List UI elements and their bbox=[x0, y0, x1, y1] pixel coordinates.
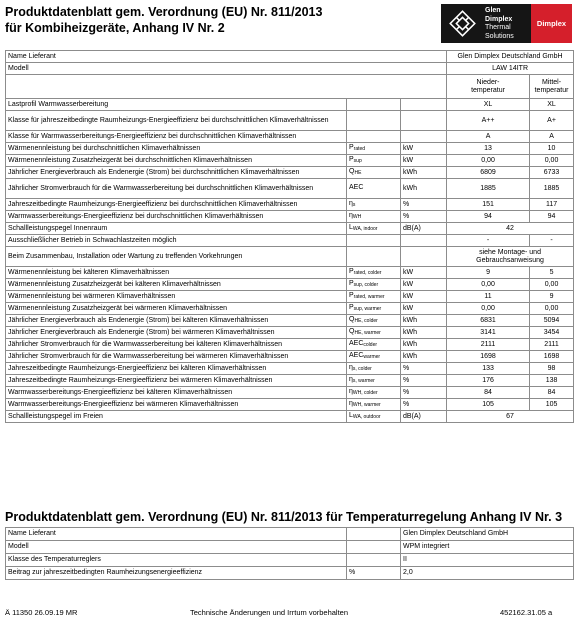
row-value-low-temp: 176 bbox=[447, 375, 530, 387]
row-symbol bbox=[347, 167, 401, 179]
row-unit: kWh bbox=[401, 339, 447, 351]
row-value-low-temp: 0,00 bbox=[447, 303, 530, 315]
logo-line-4: Solutions bbox=[485, 32, 514, 40]
row-label: Klasse für jahreszeitbedingte Raumheizungs-Energieeffizienz bei durchschnittlichen Klimaverhältnissen bbox=[6, 111, 347, 131]
symbol-subscript: s bbox=[352, 202, 356, 208]
row-symbol bbox=[347, 143, 401, 155]
table-row bbox=[6, 528, 574, 541]
row-value-mid-temp: 117 bbox=[530, 199, 574, 211]
row-unit: % bbox=[347, 567, 401, 580]
symbol-main: Q bbox=[349, 168, 355, 175]
table-row bbox=[6, 267, 574, 279]
header-line-1: Nieder- bbox=[476, 78, 500, 86]
row-label: Modell bbox=[6, 541, 347, 554]
row-label: Name Lieferant bbox=[6, 528, 347, 541]
row-unit: % bbox=[401, 363, 447, 375]
row-unit bbox=[347, 554, 401, 567]
symbol-subscript: sup, warmer bbox=[353, 306, 382, 312]
row-value: 2,0 bbox=[401, 567, 574, 580]
sheet-title-line-1: Produktdatenblatt gem. Verordnung (EU) Nr. 811/2013 bbox=[5, 5, 323, 19]
header-mid-temperature bbox=[530, 75, 574, 99]
row-value-mid-temp: 2111 bbox=[530, 339, 574, 351]
footer-document-number: 452162.31.05 a bbox=[500, 608, 553, 617]
symbol-main: η bbox=[349, 400, 353, 407]
symbol-subscript: WA, outdoor bbox=[352, 414, 381, 420]
symbol-subscript: warmer bbox=[363, 354, 381, 360]
table-row bbox=[6, 411, 574, 423]
table-row bbox=[6, 291, 574, 303]
table-row bbox=[6, 247, 574, 267]
symbol-main: Q bbox=[349, 316, 355, 323]
table-row bbox=[6, 143, 574, 155]
row-unit bbox=[401, 111, 447, 131]
row-value-mid-temp: 0,00 bbox=[530, 279, 574, 291]
row-value-low-temp: 3141 bbox=[447, 327, 530, 339]
row-value-low-temp: 0,00 bbox=[447, 279, 530, 291]
row-value-low-temp: 151 bbox=[447, 199, 530, 211]
row-symbol bbox=[347, 327, 401, 339]
row-symbol bbox=[347, 179, 401, 199]
row-symbol bbox=[347, 399, 401, 411]
symbol-subscript: HE, warmer bbox=[354, 330, 381, 336]
model-label: Modell bbox=[6, 63, 447, 75]
row-value-low-temp: 1698 bbox=[447, 351, 530, 363]
glen-dimplex-logo bbox=[441, 4, 572, 43]
row-value-mid-temp: 1885 bbox=[530, 179, 574, 199]
table-row bbox=[6, 567, 574, 580]
row-label: Ausschließlicher Betrieb in Schwachlastzeiten möglich bbox=[6, 235, 347, 247]
row-unit: % bbox=[401, 399, 447, 411]
row-symbol bbox=[347, 99, 401, 111]
table-row bbox=[6, 111, 574, 131]
sheet-title-temperature-control: Produktdatenblatt gem. Verordnung (EU) Nr. 811/2013 für Temperaturregelung Anhang IV Nr. 3 bbox=[5, 510, 563, 524]
row-value: siehe Montage- und Gebrauchsanweisung bbox=[447, 247, 574, 267]
row-unit bbox=[401, 247, 447, 267]
row-value-low-temp: - bbox=[447, 235, 530, 247]
symbol-subscript: WH, colder bbox=[352, 390, 378, 396]
row-unit: kWh bbox=[401, 179, 447, 199]
row-unit: dB(A) bbox=[401, 223, 447, 235]
symbol-subscript: rated, warmer bbox=[353, 294, 385, 300]
row-label: Wärmenennleistung Zusatzheizgerät bei wärmeren Klimaverhältnissen bbox=[6, 303, 347, 315]
header-line-2: temperatur bbox=[534, 86, 569, 94]
row-symbol bbox=[347, 155, 401, 167]
table-row bbox=[6, 155, 574, 167]
model-value: LAW 14ITR bbox=[447, 63, 574, 75]
symbol-subscript: sup bbox=[353, 158, 362, 164]
row-label: Wärmenennleistung bei kälteren Klimaverhältnissen bbox=[6, 267, 347, 279]
symbol-main: L bbox=[349, 224, 353, 231]
symbol-main: P bbox=[349, 156, 354, 163]
row-value-low-temp: 2111 bbox=[447, 339, 530, 351]
row-value-mid-temp: 6733 bbox=[530, 167, 574, 179]
symbol-subscript: HE, colder bbox=[354, 318, 378, 324]
row-value-low-temp: 11 bbox=[447, 291, 530, 303]
row-unit bbox=[401, 235, 447, 247]
row-value-mid-temp: 84 bbox=[530, 387, 574, 399]
table-row bbox=[6, 167, 574, 179]
row-value: II bbox=[401, 554, 574, 567]
row-unit: kW bbox=[401, 303, 447, 315]
table-row bbox=[6, 315, 574, 327]
symbol-subscript: s, warmer bbox=[352, 378, 375, 384]
header-low-temperature bbox=[447, 75, 530, 99]
row-label: Wärmenennleistung bei wärmeren Klimaverhältnissen bbox=[6, 291, 347, 303]
logo-line-1: Glen bbox=[485, 7, 501, 14]
symbol-main: P bbox=[349, 280, 354, 287]
temperature-control-table bbox=[5, 527, 574, 580]
row-value-mid-temp: 5094 bbox=[530, 315, 574, 327]
row-unit: kW bbox=[401, 143, 447, 155]
row-label: Jahreszeitbedingte Raumheizungs-Energieeffizienz bei kälteren Klimaverhältnissen bbox=[6, 363, 347, 375]
table-row bbox=[6, 199, 574, 211]
table-row-model bbox=[6, 63, 574, 75]
row-label: Beitrag zur jahreszeitbedingten Raumheizungsenergieeffizienz bbox=[6, 567, 347, 580]
row-unit: % bbox=[401, 387, 447, 399]
row-symbol bbox=[347, 111, 401, 131]
table-row bbox=[6, 399, 574, 411]
row-value: Glen Dimplex Deutschland GmbH bbox=[401, 528, 574, 541]
row-value-mid-temp: 94 bbox=[530, 211, 574, 223]
row-symbol bbox=[347, 199, 401, 211]
row-unit bbox=[347, 528, 401, 541]
row-label: Jährlicher Energieverbrauch als Endenergie (Strom) bei kälteren Klimaverhältnissen bbox=[6, 315, 347, 327]
table-row bbox=[6, 351, 574, 363]
table-row bbox=[6, 179, 574, 199]
row-symbol bbox=[347, 351, 401, 363]
supplier-label: Name Lieferant bbox=[6, 51, 447, 63]
symbol-main: AEC bbox=[349, 340, 364, 347]
combi-heater-data-table bbox=[5, 50, 574, 423]
row-value-mid-temp: A+ bbox=[530, 111, 574, 131]
symbol-main: P bbox=[349, 144, 354, 151]
row-symbol bbox=[347, 339, 401, 351]
table-row bbox=[6, 223, 574, 235]
sheet-title-line-2: für Kombiheizgeräte, Anhang IV Nr. 2 bbox=[5, 21, 225, 35]
row-label: Beim Zusammenbau, Installation oder Wartung zu treffenden Vorkehrungen bbox=[6, 247, 347, 267]
row-unit: kWh bbox=[401, 315, 447, 327]
symbol-main: Q bbox=[349, 328, 355, 335]
row-symbol bbox=[347, 411, 401, 423]
row-value-mid-temp: A bbox=[530, 131, 574, 143]
row-unit: kW bbox=[401, 267, 447, 279]
row-value-low-temp: A++ bbox=[447, 111, 530, 131]
row-value-mid-temp: - bbox=[530, 235, 574, 247]
symbol-main: L bbox=[349, 412, 353, 419]
row-value: WPM integriert bbox=[401, 541, 574, 554]
table-row bbox=[6, 131, 574, 143]
row-value-low-temp: 1885 bbox=[447, 179, 530, 199]
symbol-subscript: WH, warmer bbox=[352, 402, 381, 408]
row-label: Wärmenennleistung Zusatzheizgerät bei kälteren Klimaverhältnissen bbox=[6, 279, 347, 291]
row-unit: kW bbox=[401, 279, 447, 291]
symbol-main: P bbox=[349, 304, 354, 311]
supplier-value: Glen Dimplex Deutschland GmbH bbox=[447, 51, 574, 63]
row-label: Lastprofil Warmwasserbereitung bbox=[6, 99, 347, 111]
symbol-main: P bbox=[349, 292, 354, 299]
table-row-supplier bbox=[6, 51, 574, 63]
row-value-low-temp: 13 bbox=[447, 143, 530, 155]
symbol-main: η bbox=[349, 376, 353, 383]
row-symbol bbox=[347, 267, 401, 279]
table-row bbox=[6, 375, 574, 387]
row-value-mid-temp: 10 bbox=[530, 143, 574, 155]
table-row bbox=[6, 99, 574, 111]
table-row bbox=[6, 327, 574, 339]
row-label: Warmwasserbereitungs-Energieeffizienz bei durchschnittlichen Klimaverhältnissen bbox=[6, 211, 347, 223]
symbol-main: η bbox=[349, 200, 353, 207]
row-value-mid-temp: XL bbox=[530, 99, 574, 111]
row-label: Jahreszeitbedingte Raumheizungs-Energieeffizienz bei durchschnittlichen Klimaverhältnissen bbox=[6, 199, 347, 211]
row-symbol bbox=[347, 303, 401, 315]
row-value-low-temp: 0,00 bbox=[447, 155, 530, 167]
row-label: Schallleistungspegel Innenraum bbox=[6, 223, 347, 235]
row-value-low-temp: 6831 bbox=[447, 315, 530, 327]
symbol-main: P bbox=[349, 268, 354, 275]
table-row bbox=[6, 211, 574, 223]
row-label: Jährlicher Energieverbrauch als Endenergie (Strom) bei durchschnittlichen Klimaverhältnissen bbox=[6, 167, 347, 179]
table-row bbox=[6, 303, 574, 315]
row-value-low-temp: 84 bbox=[447, 387, 530, 399]
symbol-subscript: sup, colder bbox=[353, 282, 379, 288]
row-value-mid-temp: 9 bbox=[530, 291, 574, 303]
header-line-1: Mittel- bbox=[542, 78, 562, 86]
symbol-main: η bbox=[349, 364, 353, 371]
row-value-low-temp: 105 bbox=[447, 399, 530, 411]
row-symbol bbox=[347, 375, 401, 387]
row-value-low-temp: 94 bbox=[447, 211, 530, 223]
row-unit: kWh bbox=[401, 167, 447, 179]
symbol-subscript: WA, indoor bbox=[352, 226, 378, 232]
row-label: Jährlicher Energieverbrauch als Endenergie (Strom) bei wärmeren Klimaverhältnissen bbox=[6, 327, 347, 339]
dimplex-brand-box: Dimplex bbox=[531, 4, 572, 43]
row-unit bbox=[347, 541, 401, 554]
logo-line-2: Dimplex bbox=[485, 15, 513, 23]
logo-line-3: Thermal bbox=[485, 24, 511, 31]
table-header-row bbox=[6, 75, 574, 99]
row-unit: % bbox=[401, 199, 447, 211]
symbol-main: η bbox=[349, 388, 353, 395]
row-symbol bbox=[347, 211, 401, 223]
row-symbol bbox=[347, 131, 401, 143]
symbol-main: AEC bbox=[349, 352, 364, 359]
row-unit bbox=[401, 99, 447, 111]
row-unit: kW bbox=[401, 155, 447, 167]
symbol-subscript: WH bbox=[352, 214, 362, 220]
symbol-main: η bbox=[349, 212, 353, 219]
row-label: Klasse für Warmwasserbereitungs-Energieeffizienz bei durchschnittlichen Klimaverhältnissen bbox=[6, 131, 347, 143]
row-label: Jährlicher Stromverbrauch für die Warmwasserbereitung bei kälteren Klimaverhältnissen bbox=[6, 339, 347, 351]
row-unit: % bbox=[401, 211, 447, 223]
row-label: Jährlicher Stromverbrauch für die Warmwasserbereitung bei wärmeren Klimaverhältnissen bbox=[6, 351, 347, 363]
row-value-mid-temp: 5 bbox=[530, 267, 574, 279]
table-row bbox=[6, 541, 574, 554]
symbol-subscript: s, colder bbox=[352, 366, 372, 372]
row-symbol bbox=[347, 223, 401, 235]
symbol-subscript: rated bbox=[353, 146, 366, 152]
symbol-subscript: rated, colder bbox=[353, 270, 382, 276]
row-symbol bbox=[347, 387, 401, 399]
row-label: Jahreszeitbedingte Raumheizungs-Energieeffizienz bei wärmeren Klimaverhältnissen bbox=[6, 375, 347, 387]
row-label: Wärmenennleistung bei durchschnittlichen Klimaverhältnissen bbox=[6, 143, 347, 155]
row-value: 67 bbox=[447, 411, 574, 423]
row-symbol bbox=[347, 247, 401, 267]
table-row bbox=[6, 235, 574, 247]
row-symbol bbox=[347, 279, 401, 291]
row-value-mid-temp: 3454 bbox=[530, 327, 574, 339]
table-row bbox=[6, 387, 574, 399]
row-value-low-temp: 9 bbox=[447, 267, 530, 279]
symbol-subscript: colder bbox=[363, 342, 378, 348]
row-unit: kWh bbox=[401, 351, 447, 363]
table-row bbox=[6, 554, 574, 567]
row-value-mid-temp: 105 bbox=[530, 399, 574, 411]
table-row bbox=[6, 363, 574, 375]
row-label: Warmwasserbereitungs-Energieeffizienz bei kälteren Klimaverhältnissen bbox=[6, 387, 347, 399]
row-symbol bbox=[347, 235, 401, 247]
symbol-subscript: HE bbox=[354, 170, 362, 176]
row-label: Wärmenennleistung Zusatzheizgerät bei durchschnittlichen Klimaverhältnissen bbox=[6, 155, 347, 167]
table-row bbox=[6, 339, 574, 351]
symbol-main: AEC bbox=[349, 184, 364, 191]
header-blank bbox=[6, 75, 447, 99]
row-symbol bbox=[347, 315, 401, 327]
row-unit: kW bbox=[401, 291, 447, 303]
row-value-low-temp: A bbox=[447, 131, 530, 143]
row-value-mid-temp: 0,00 bbox=[530, 155, 574, 167]
row-label: Schallleistungspegel im Freien bbox=[6, 411, 347, 423]
row-unit bbox=[401, 131, 447, 143]
row-label: Jährlicher Stromverbrauch für die Warmwasserbereitung bei durchschnittlichen Klimaverhältnissen bbox=[6, 179, 347, 199]
row-value-mid-temp: 1698 bbox=[530, 351, 574, 363]
row-value-low-temp: XL bbox=[447, 99, 530, 111]
row-label: Klasse des Temperaturreglers bbox=[6, 554, 347, 567]
row-unit: % bbox=[401, 375, 447, 387]
table-row bbox=[6, 279, 574, 291]
row-value-low-temp: 133 bbox=[447, 363, 530, 375]
footer-document-ref: Ä 11350 26.09.19 MR bbox=[5, 608, 78, 617]
row-value: 42 bbox=[447, 223, 574, 235]
row-unit: dB(A) bbox=[401, 411, 447, 423]
row-label: Warmwasserbereitungs-Energieeffizienz bei wärmeren Klimaverhältnissen bbox=[6, 399, 347, 411]
row-value-low-temp: 6809 bbox=[447, 167, 530, 179]
row-unit: kWh bbox=[401, 327, 447, 339]
row-value-mid-temp: 98 bbox=[530, 363, 574, 375]
row-value-mid-temp: 138 bbox=[530, 375, 574, 387]
header-line-2: temperatur bbox=[471, 86, 505, 94]
footer-disclaimer: Technische Änderungen und Irrtum vorbehalten bbox=[190, 608, 349, 617]
row-value-mid-temp: 0,00 bbox=[530, 303, 574, 315]
row-symbol bbox=[347, 291, 401, 303]
dimplex-emblem-icon bbox=[449, 10, 476, 37]
row-symbol bbox=[347, 363, 401, 375]
